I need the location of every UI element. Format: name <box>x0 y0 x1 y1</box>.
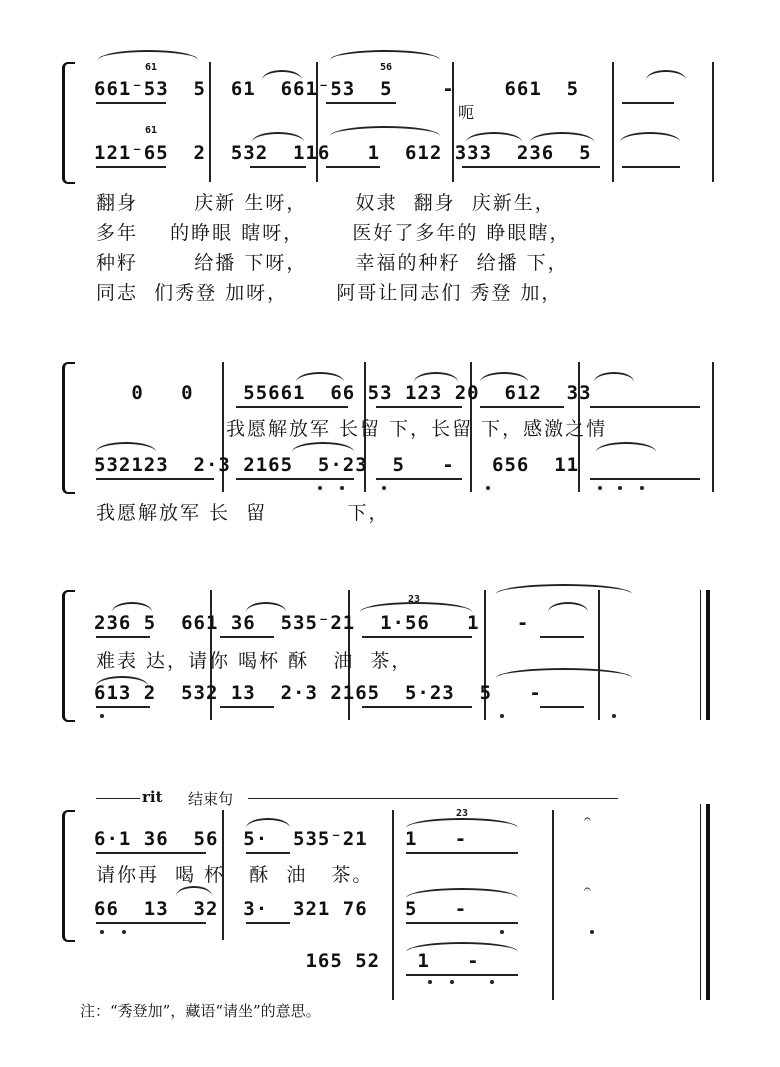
beam-underline <box>376 406 462 408</box>
octave-dot <box>640 486 644 490</box>
slur <box>96 442 156 452</box>
slur <box>466 132 522 142</box>
beam-underline <box>326 102 396 104</box>
slur <box>330 50 440 60</box>
beam-underline <box>480 406 564 408</box>
beam-underline <box>220 636 274 638</box>
slur <box>530 132 594 142</box>
slur <box>594 372 634 382</box>
octave-dot <box>340 486 344 490</box>
beam-underline <box>406 922 518 924</box>
lower-part-notes: 66 13 32 3· 321 76 5 - <box>94 898 468 920</box>
system-4 <box>0 784 780 984</box>
barline <box>598 590 600 720</box>
lower-part-notes: 613 2 532 13 2·3 2165 5·23 5 - <box>94 682 542 704</box>
octave-dot <box>318 486 322 490</box>
beam-underline <box>406 974 518 976</box>
slur <box>98 50 198 60</box>
beam-underline <box>236 478 354 480</box>
beam-underline <box>96 706 150 708</box>
octave-dot <box>500 714 504 718</box>
upper-part-lyric: 难表 达，请你 喝杯 酥 油 茶， <box>96 650 413 672</box>
beam-underline <box>540 706 584 708</box>
slur <box>246 818 290 828</box>
beam-underline <box>326 166 380 168</box>
beam-underline <box>96 102 166 104</box>
slur <box>330 126 440 136</box>
beam-underline <box>376 478 462 480</box>
beam-underline <box>622 166 680 168</box>
upper-part-lyric: 我愿解放军 长留 下，长留 下，感激之情 <box>226 418 608 440</box>
system-brace <box>62 810 75 942</box>
slur <box>480 372 528 382</box>
system-3 <box>0 584 780 724</box>
tie <box>496 584 632 594</box>
slur <box>646 70 686 80</box>
octave-dot <box>618 486 622 490</box>
beam-underline <box>246 922 290 924</box>
slur <box>548 602 588 612</box>
slur <box>406 818 518 828</box>
slur <box>414 372 458 382</box>
final-barline <box>706 590 710 720</box>
system-1 <box>0 40 780 180</box>
upper-part-notes: 661⁻53 5 61 661⁻53 5 - 661 5 <box>94 78 580 100</box>
slur <box>596 442 656 452</box>
grace-note: 61 <box>145 62 158 73</box>
grace-note: 56 <box>380 62 393 73</box>
octave-dot <box>100 930 104 934</box>
system-brace <box>62 590 75 722</box>
octave-dot <box>598 486 602 490</box>
beam-underline <box>246 852 290 854</box>
fermata-icon: 𝄐 <box>584 812 591 826</box>
grace-note: 23 <box>408 594 421 605</box>
barline <box>552 810 554 1000</box>
beam-underline <box>96 166 166 168</box>
rit-label: rit <box>142 788 163 806</box>
beam-underline <box>590 406 700 408</box>
beam-underline <box>220 706 274 708</box>
slur <box>176 886 212 896</box>
slur <box>406 888 518 898</box>
octave-dot <box>500 930 504 934</box>
beam-underline <box>590 478 700 480</box>
lower-part-notes: 121⁻65 2 532 116 1 612 333 236 5 <box>94 142 592 164</box>
beam-underline <box>236 406 348 408</box>
beam-underline <box>96 852 206 854</box>
lyric-verse-2: 多年 的睁眼 瞎呀， 医好了多年的 睁眼瞎， <box>96 222 571 244</box>
lower-part-lyric: 我愿解放军 长 留 下， <box>96 502 390 524</box>
barline <box>712 362 714 492</box>
beam-underline <box>362 636 472 638</box>
octave-dot <box>428 980 432 984</box>
barline <box>712 62 714 182</box>
slur <box>252 132 304 142</box>
upper-part-lyric: 请你再 喝 杯 酥 油 茶。 <box>96 864 374 886</box>
beam-underline <box>462 166 600 168</box>
beam-underline <box>540 636 584 638</box>
octave-dot <box>612 714 616 718</box>
ending-label: 结束句 <box>188 790 234 808</box>
system-brace <box>62 62 75 184</box>
lyric-verse-4: 同志 们秀登 加呀， 阿哥让同志们 秀登 加， <box>96 282 563 304</box>
octave-dot <box>450 980 454 984</box>
footnote: 注：“秀登加”，藏语“请坐”的意思。 <box>80 1002 321 1020</box>
upper-part-notes: 6·1 36 56 5· 535⁻21 1 - <box>94 828 468 850</box>
octave-dot <box>590 930 594 934</box>
slur <box>296 372 344 382</box>
lyric-verse-1: 翻身 庆新 生呀， 奴隶 翻身 庆新生， <box>96 192 556 214</box>
slur <box>112 602 152 612</box>
slur <box>246 602 286 612</box>
fermata-icon: 𝄐 <box>584 882 591 896</box>
octave-dot <box>486 486 490 490</box>
grace-note: 23 <box>456 808 469 819</box>
upper-part-notes: 0 0 55661 66 53 123 20 612 33 <box>94 382 592 404</box>
beam-underline <box>406 852 518 854</box>
beam-underline <box>362 706 472 708</box>
lower-part-2-notes: 165 52 1 - <box>94 950 480 972</box>
lyric-verse-3: 种籽 给播 下呀， 幸福的种籽 给播 下， <box>96 252 569 274</box>
barline <box>700 590 701 720</box>
octave-dot <box>382 486 386 490</box>
beam-underline <box>622 102 674 104</box>
beam-underline <box>96 478 214 480</box>
upper-part-notes: 236 5 661 36 535⁻21 1·56 1 - <box>94 612 530 634</box>
slur <box>292 442 354 452</box>
system-brace <box>62 362 75 494</box>
grace-note: 61 <box>145 125 158 136</box>
rit-line <box>96 798 140 799</box>
lower-part-notes: 532123 2·3 2165 5·23 5 - 656 11 <box>94 454 580 476</box>
beam-underline <box>250 166 306 168</box>
system-2 <box>0 342 780 492</box>
rit-line <box>248 798 618 799</box>
tie <box>496 668 632 678</box>
final-barline <box>706 804 710 1000</box>
octave-dot <box>490 980 494 984</box>
upper-part-syllable: 呃 <box>458 103 477 122</box>
octave-dot <box>122 930 126 934</box>
octave-dot <box>100 714 104 718</box>
barline <box>700 804 701 1000</box>
slur <box>620 132 680 142</box>
barline <box>612 62 614 182</box>
beam-underline <box>96 922 206 924</box>
beam-underline <box>96 636 150 638</box>
